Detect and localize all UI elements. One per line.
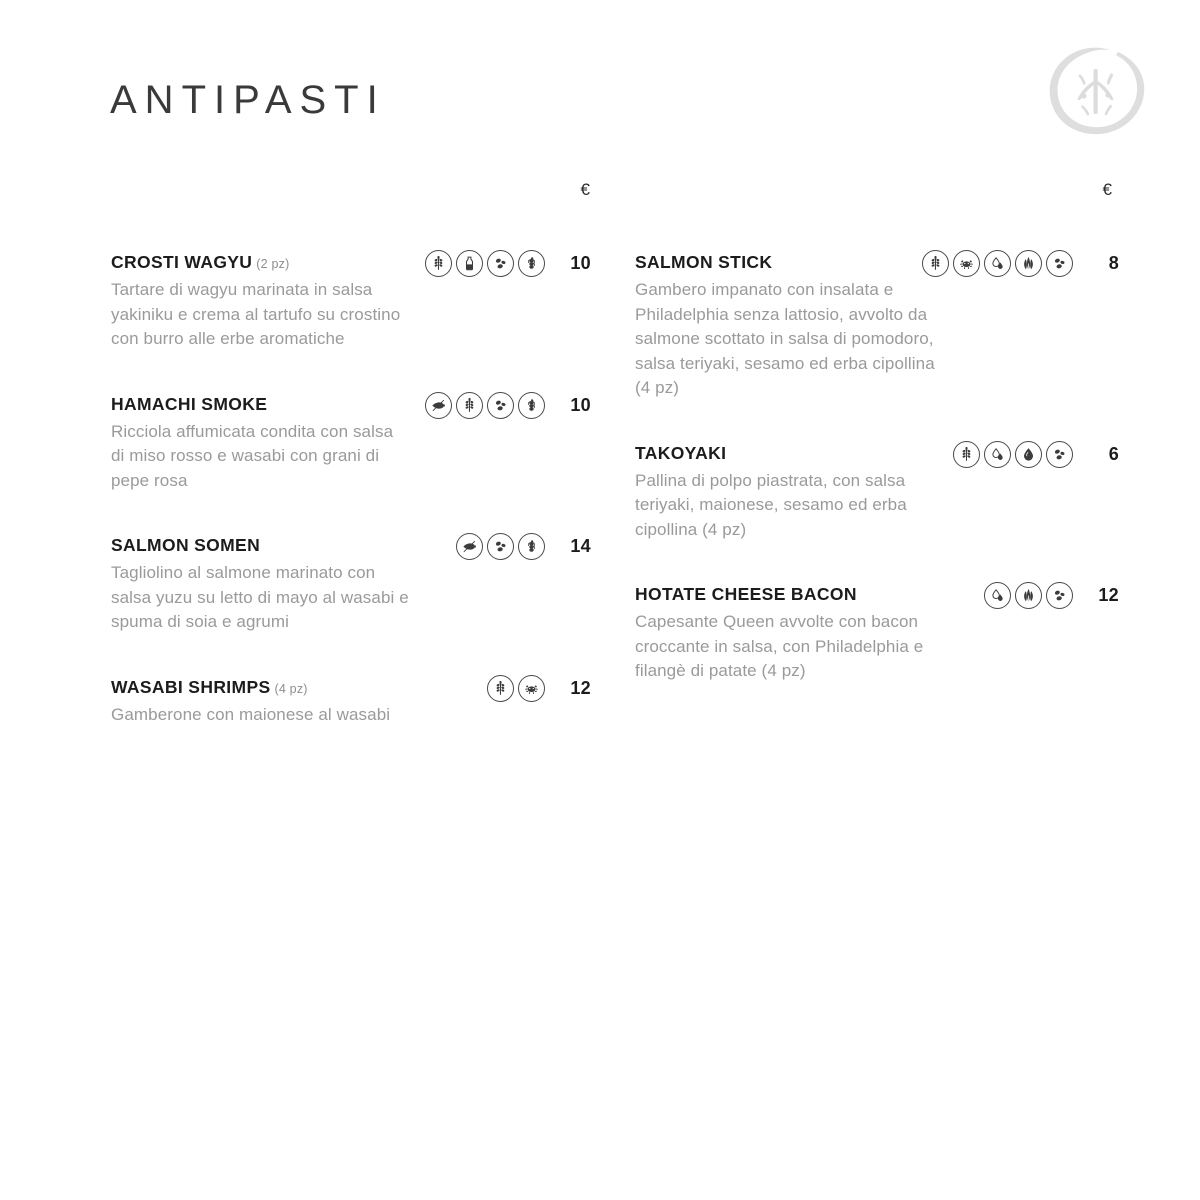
crustacean-crab-icon (518, 675, 545, 702)
sesame-seeds-icon (487, 250, 514, 277)
menu-item-header (635, 441, 1119, 468)
menu-item-salmon-somen (111, 533, 591, 635)
menu-item-hamachi-smoke (111, 392, 591, 494)
menu-item-name: SALMON SOMEN (111, 535, 261, 555)
allergen-icon-group (487, 675, 545, 702)
allergen-icon-group (922, 250, 1073, 277)
menu-item-name-wrap (111, 392, 415, 415)
egg-droplet-icon (984, 441, 1011, 468)
menu-item-price: 6 (1108, 443, 1119, 464)
crustacean-crab-icon (953, 250, 980, 277)
menu-item-price: 10 (570, 253, 591, 273)
sesame-seeds-icon (1046, 582, 1073, 609)
gluten-wheat-icon (922, 250, 949, 277)
celery-sprout-icon (1015, 250, 1042, 277)
menu-item-quantity: (4 pz) (274, 681, 308, 696)
menu-item-description: Gambero impanato con insalata e Philadelphia senza lattosio, avvolto da salmone scottato in salsa di pomodoro, salsa teriyaki, sesamo ed erba cipollina (4 pz) (635, 280, 935, 397)
menu-item-header (111, 675, 591, 702)
menu-item-meta (456, 533, 591, 560)
celery-sprout-icon (1015, 582, 1042, 609)
soy-pod-icon (518, 392, 545, 419)
menu-item-price: 14 (570, 536, 591, 556)
sesame-seeds-icon (1046, 250, 1073, 277)
menu-item-description: Tartare di wagyu marinata in salsa yakiniku e crema al tartufo su crostino con burro alle erbe aromatiche (111, 280, 401, 348)
currency-symbol-right: € (1102, 180, 1112, 199)
page-title: ANTIPASTI (110, 78, 386, 122)
menu-column-right (635, 250, 1119, 724)
menu-item-description: Tagliolino al salmone marinato con salsa yuzu su letto di mayo al wasabi e spuma di soia e agrumi (111, 563, 409, 631)
allergen-icon-group (425, 250, 545, 277)
egg-droplet-icon (984, 582, 1011, 609)
allergen-icon-group (425, 392, 545, 419)
menu-item-crosti-wagyu (111, 250, 591, 352)
menu-item-description: Pallina di polpo piastrata, con salsa teriyaki, maionese, sesamo ed erba cipollina (4 pz) (635, 470, 907, 539)
menu-item-header (635, 582, 1119, 609)
sesame-seeds-icon (1046, 441, 1073, 468)
menu-item-meta (953, 441, 1119, 468)
sesame-seeds-icon (487, 533, 514, 560)
menu-item-description: Ricciola affumicata condita con salsa di miso rosso e wasabi con grani di pepe rosa (111, 421, 394, 490)
menu-item-meta (922, 250, 1119, 277)
soy-pod-icon (518, 533, 545, 560)
menu-item-name-wrap (111, 675, 477, 698)
menu-item-header (111, 392, 591, 419)
menu-item-name: HOTATE CHEESE BACON (635, 584, 857, 604)
gluten-wheat-icon (456, 392, 483, 419)
menu-item-description: Capesante Queen avvolte con bacon croccante in salsa, con Philadelphia e filangè di patate (4 pz) (635, 612, 924, 680)
egg-droplet-icon (984, 250, 1011, 277)
fish-icon (456, 533, 483, 560)
soy-pod-icon (518, 250, 545, 277)
menu-item-name: WASABI SHRIMPS (111, 676, 271, 697)
menu-item-name-wrap (635, 441, 943, 464)
menu-item-takoyaki (635, 441, 1119, 543)
menu-item-name-wrap (111, 533, 446, 556)
menu-item-salmon-stick (635, 250, 1119, 401)
menu-item-name-wrap (635, 582, 974, 605)
sesame-seeds-icon (487, 392, 514, 419)
menu-item-quantity: (2 pz) (256, 257, 290, 271)
menu-item-name-wrap (111, 250, 415, 273)
menu-item-name: CROSTI WAGYU (111, 252, 253, 272)
menu-item-meta (425, 392, 591, 419)
allergen-icon-group (984, 582, 1073, 609)
currency-symbol-left: € (580, 180, 590, 199)
gluten-wheat-icon (425, 250, 452, 277)
menu-item-name: SALMON STICK (635, 252, 773, 272)
milk-bottle-icon (456, 250, 483, 277)
enso-matsu-logo (1040, 36, 1152, 148)
currency-header-row (0, 180, 1200, 204)
menu-item-price: 8 (1108, 253, 1119, 273)
menu-item-meta (984, 582, 1119, 609)
menu-item-meta (425, 250, 591, 277)
menu-item-description: Gamberone con maionese al wasabi (111, 704, 391, 724)
menu-item-header (111, 533, 591, 560)
menu-column-left (111, 250, 591, 767)
menu-item-price: 12 (570, 677, 591, 698)
menu-item-price: 10 (570, 394, 591, 415)
gluten-wheat-icon (953, 441, 980, 468)
menu-item-price: 12 (1098, 585, 1119, 605)
gluten-wheat-icon (487, 675, 514, 702)
menu-item-name: TAKOYAKI (635, 442, 727, 463)
menu-item-name: HAMACHI SMOKE (111, 393, 268, 414)
menu-item-name-wrap (635, 250, 912, 273)
menu-item-hotate-cheese-bacon (635, 582, 1119, 684)
menu-item-meta (487, 675, 591, 702)
menu-item-wasabi-shrimps (111, 675, 591, 728)
fish-icon (425, 392, 452, 419)
menu-item-header (111, 250, 591, 277)
allergen-icon-group (953, 441, 1073, 468)
menu-item-header (635, 250, 1119, 277)
mollusc-icon (1015, 441, 1042, 468)
allergen-icon-group (456, 533, 545, 560)
